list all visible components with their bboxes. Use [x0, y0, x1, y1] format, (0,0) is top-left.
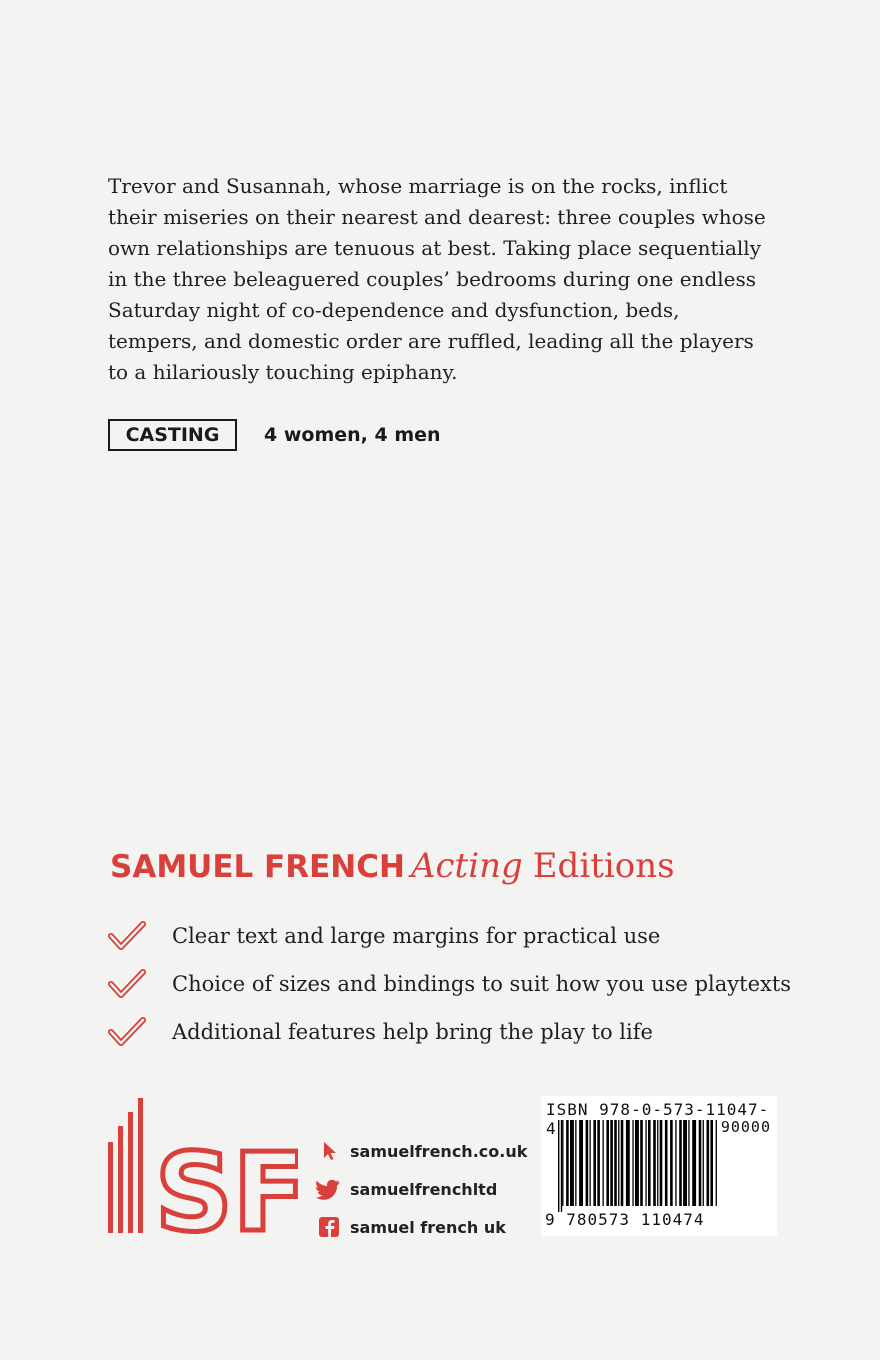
barcode-bar [566, 1120, 569, 1206]
isbn-barcode [541, 1096, 777, 1236]
isbn-number: ISBN 978-0-573-11047-4 [546, 1100, 770, 1138]
social-links [316, 1132, 527, 1246]
series-editions: Editions [532, 846, 675, 886]
barcode-bar [683, 1120, 687, 1206]
barcode-bar [665, 1120, 668, 1206]
barcode-bar [590, 1120, 591, 1206]
barcode-bar [593, 1120, 596, 1206]
website-text: samuelfrench.co.uk [350, 1141, 528, 1161]
price-code: 90000 [720, 1118, 771, 1136]
barcode-bar [640, 1120, 643, 1206]
casting-label: CASTING [108, 419, 237, 451]
website-link[interactable] [316, 1132, 527, 1170]
barcode-bar [562, 1120, 563, 1206]
feature-list [108, 912, 791, 1056]
casting-info [108, 417, 441, 453]
barcode-bar [716, 1120, 717, 1206]
synopsis-line: their miseries on their nearest and dearest: three couples whose [108, 205, 766, 229]
barcode-bar [610, 1120, 613, 1206]
logo-text: SF [155, 1131, 298, 1238]
checkmark-icon [108, 1015, 146, 1049]
barcode-bar [660, 1120, 663, 1206]
checkmark-icon [108, 919, 146, 953]
ean-number: 9 780573 110474 [545, 1210, 705, 1229]
facebook-link[interactable] [316, 1208, 527, 1246]
barcode-bar [635, 1120, 639, 1206]
barcode-bar [606, 1120, 609, 1206]
barcode-bar [670, 1120, 673, 1206]
barcode-bar [558, 1120, 559, 1212]
synopsis-line: Saturday night of co-dependence and dysfunction, beds, [108, 298, 680, 322]
barcode-bar [603, 1120, 604, 1206]
series-brand: SAMUEL FRENCH [110, 849, 405, 885]
barcode-bar [597, 1120, 600, 1206]
barcode-bar [657, 1120, 658, 1206]
synopsis-line: in the three beleaguered couples’ bedrooms during one endless [108, 267, 757, 291]
feature-item [108, 912, 791, 960]
sf-logo-icon [108, 1098, 298, 1238]
synopsis-line: tempers, and domestic order are ruffled, leading all the players [108, 329, 754, 353]
barcode-bar [561, 1120, 562, 1212]
barcode-bar [710, 1120, 713, 1206]
barcode-bar [675, 1120, 676, 1206]
barcode-bar [648, 1120, 651, 1206]
synopsis-line: own relationships are tenuous at best. Taking place sequentially [108, 236, 761, 260]
facebook-icon [316, 1216, 342, 1238]
twitter-link[interactable] [316, 1170, 527, 1208]
checkmark-icon [108, 967, 146, 1001]
casting-value: 4 women, 4 men [264, 424, 441, 446]
barcode-bar [692, 1120, 696, 1206]
synopsis [108, 171, 768, 388]
feature-text: Additional features help bring the play to life [172, 1020, 653, 1044]
series-acting: Acting [410, 846, 523, 886]
barcode-bar [614, 1120, 617, 1206]
barcode-bar [679, 1120, 682, 1206]
feature-text: Clear text and large margins for practical use [172, 924, 661, 948]
twitter-text: samuelfrenchltd [350, 1179, 498, 1199]
facebook-text: samuel french uk [350, 1217, 506, 1237]
series-title [110, 846, 675, 886]
barcode-bar [579, 1120, 583, 1206]
barcode-bar [699, 1120, 702, 1206]
barcode-bar [632, 1120, 633, 1206]
barcode-bar [575, 1120, 576, 1206]
barcode-bar [570, 1120, 574, 1206]
barcode-bar [707, 1120, 710, 1206]
cursor-icon [316, 1140, 342, 1162]
barcode-bars-icon [558, 1120, 722, 1216]
barcode-bar [618, 1120, 619, 1206]
twitter-icon [316, 1178, 342, 1200]
barcode-bar [626, 1120, 630, 1206]
barcode-bar [621, 1120, 624, 1206]
barcode-bar [586, 1120, 589, 1206]
barcode-bar [653, 1120, 656, 1206]
synopsis-line: to a hilariously touching epiphany. [108, 360, 458, 384]
barcode-bar [688, 1120, 689, 1206]
barcode-bar [645, 1120, 646, 1206]
feature-item [108, 960, 791, 1008]
barcode-bar [703, 1120, 704, 1206]
feature-text: Choice of sizes and bindings to suit how you use playtexts [172, 972, 792, 996]
feature-item [108, 1008, 791, 1056]
synopsis-line: Trevor and Susannah, whose marriage is on the rocks, inflict [108, 174, 728, 198]
publisher-logo [108, 1098, 298, 1243]
